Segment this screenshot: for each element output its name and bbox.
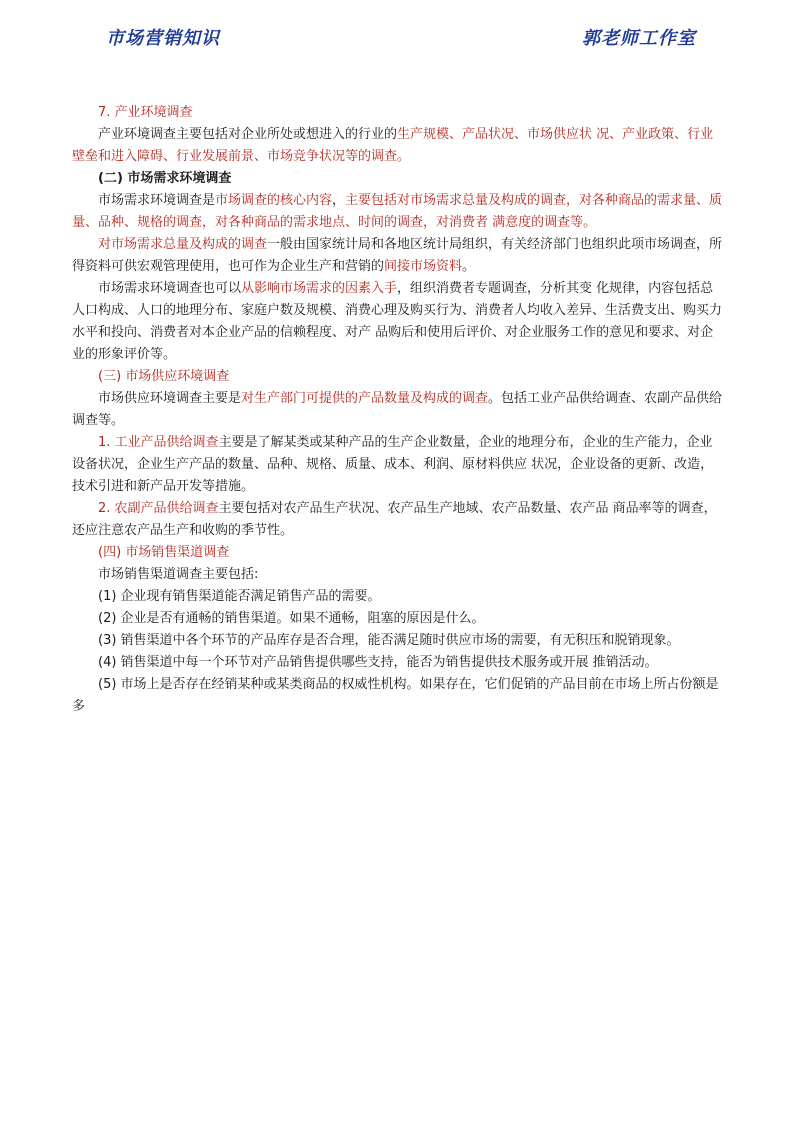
highlight-text: 对生产部门可提供的产品数量及构成的调查: [241, 391, 489, 406]
section-7-heading: 7. 产业环境调查: [98, 105, 193, 120]
highlight-text: 生产规模、产品状况、市场供应状 况、产业政策、行业壁垒和进入障碍、行业发展前景、市场竞争状况等的调查。: [72, 127, 714, 164]
list-item: (5) 市场上是否存在经销某种或某类商品的权威性机构。如果存在，它们促销的产品目前在市场上所占份额是多: [72, 677, 719, 714]
section-3-heading: (三) 市场供应环境调查: [98, 369, 230, 384]
document-body: [72, 102, 724, 718]
text-run: 主要是了解某类或某种产品的生产企业数量，企业的地理分布，企业的生产能力，企业设备状况，企业生产产品的数量、品种、规格、质量、成本、利润、原材料供应 状况，企业设备的更新、改造，技术引进和新产品开发等措施。: [72, 435, 714, 494]
header-right-title: 郭老师工作室: [582, 28, 696, 49]
highlight-text: 1. 工业产品供给调查: [98, 435, 219, 450]
section-3-item-1: [72, 432, 724, 498]
section-2-heading: (二) 市场需求环境调查: [98, 171, 232, 186]
header-left-title: 市场营销知识: [106, 28, 220, 49]
page-header: [0, 0, 794, 60]
text-run: ，组织消费者专题调查，分析其变 化规律，内容包括总人口构成、人口的地理分布、家庭户数及规模、消费心理及购买行为、消费者人均收入差异、生活费支出、购买力水平和投向、消费者对本企业产品的信赖程度、对产 品购后和使用后评价、对企业服务工作的意见和要求、对企业的形象评价等。: [72, 281, 723, 362]
text-run: 市场需求环境调查是: [98, 193, 216, 208]
highlight-text: 市场调查的核心内容: [215, 193, 333, 208]
highlight-text: 2. 农副产品供给调查: [98, 501, 219, 516]
section-7-paragraph: [72, 124, 724, 168]
text-run: 。: [462, 259, 476, 274]
section-2-paragraph-3: [72, 278, 724, 366]
list-item: (4) 销售渠道中每一个环节对产品销售提供哪些支持，能否为销售提供技术服务或开展 推销活动。: [98, 655, 658, 670]
section-2-paragraph-2: [72, 234, 724, 278]
section-3-item-2: [72, 498, 724, 542]
section-4-heading: (四) 市场销售渠道调查: [98, 545, 230, 560]
text-run: 产业环境调查主要包括对企业所处或想进入的行业的: [98, 127, 398, 142]
highlight-text: 主要包括对市场需求总量及构成的调查，对各种商品的需求量、质量、品种、规格的调查，对各种商品的需求地点、时间的调查，对消费者 满意度的调查等。: [72, 193, 723, 230]
text-run: 。包括工业产品供给调查、农副产品供给调查等。: [72, 391, 723, 428]
text-run: 市场需求环境调查也可以: [98, 281, 242, 296]
highlight-text: 间接市场资料: [384, 259, 463, 274]
list-item: (3) 销售渠道中各个环节的产品库存是否合理，能否满足随时供应市场的需要，有无积压和脱销现象。: [98, 633, 680, 648]
section-4-intro: 市场销售渠道调查主要包括:: [98, 567, 259, 582]
highlight-text: 从影响市场需求的因素入手: [241, 281, 398, 296]
list-item: (1) 企业现有销售渠道能否满足销售产品的需要。: [98, 589, 381, 604]
text-run: ，: [332, 193, 346, 208]
text-run: 主要包括对农产品生产状况、农产品生产地域、农产品数量、农产品 商品率等的调查，还应注意农产品生产和收购的季节性。: [72, 501, 717, 538]
highlight-text: 对市场需求总量及构成的调查: [98, 237, 268, 252]
list-item: (2) 企业是否有通畅的销售渠道。如果不通畅，阻塞的原因是什么。: [98, 611, 485, 626]
text-run: 一般由国家统计局和各地区统计局组织，有关经济部门也组织此项市场调查，所得资料可供宏观管理使用，也可作为企业生产和营销的: [72, 237, 723, 274]
section-2-paragraph-1: [72, 190, 724, 234]
section-3-paragraph-1: [72, 388, 724, 432]
text-run: 市场供应环境调查主要是: [98, 391, 242, 406]
